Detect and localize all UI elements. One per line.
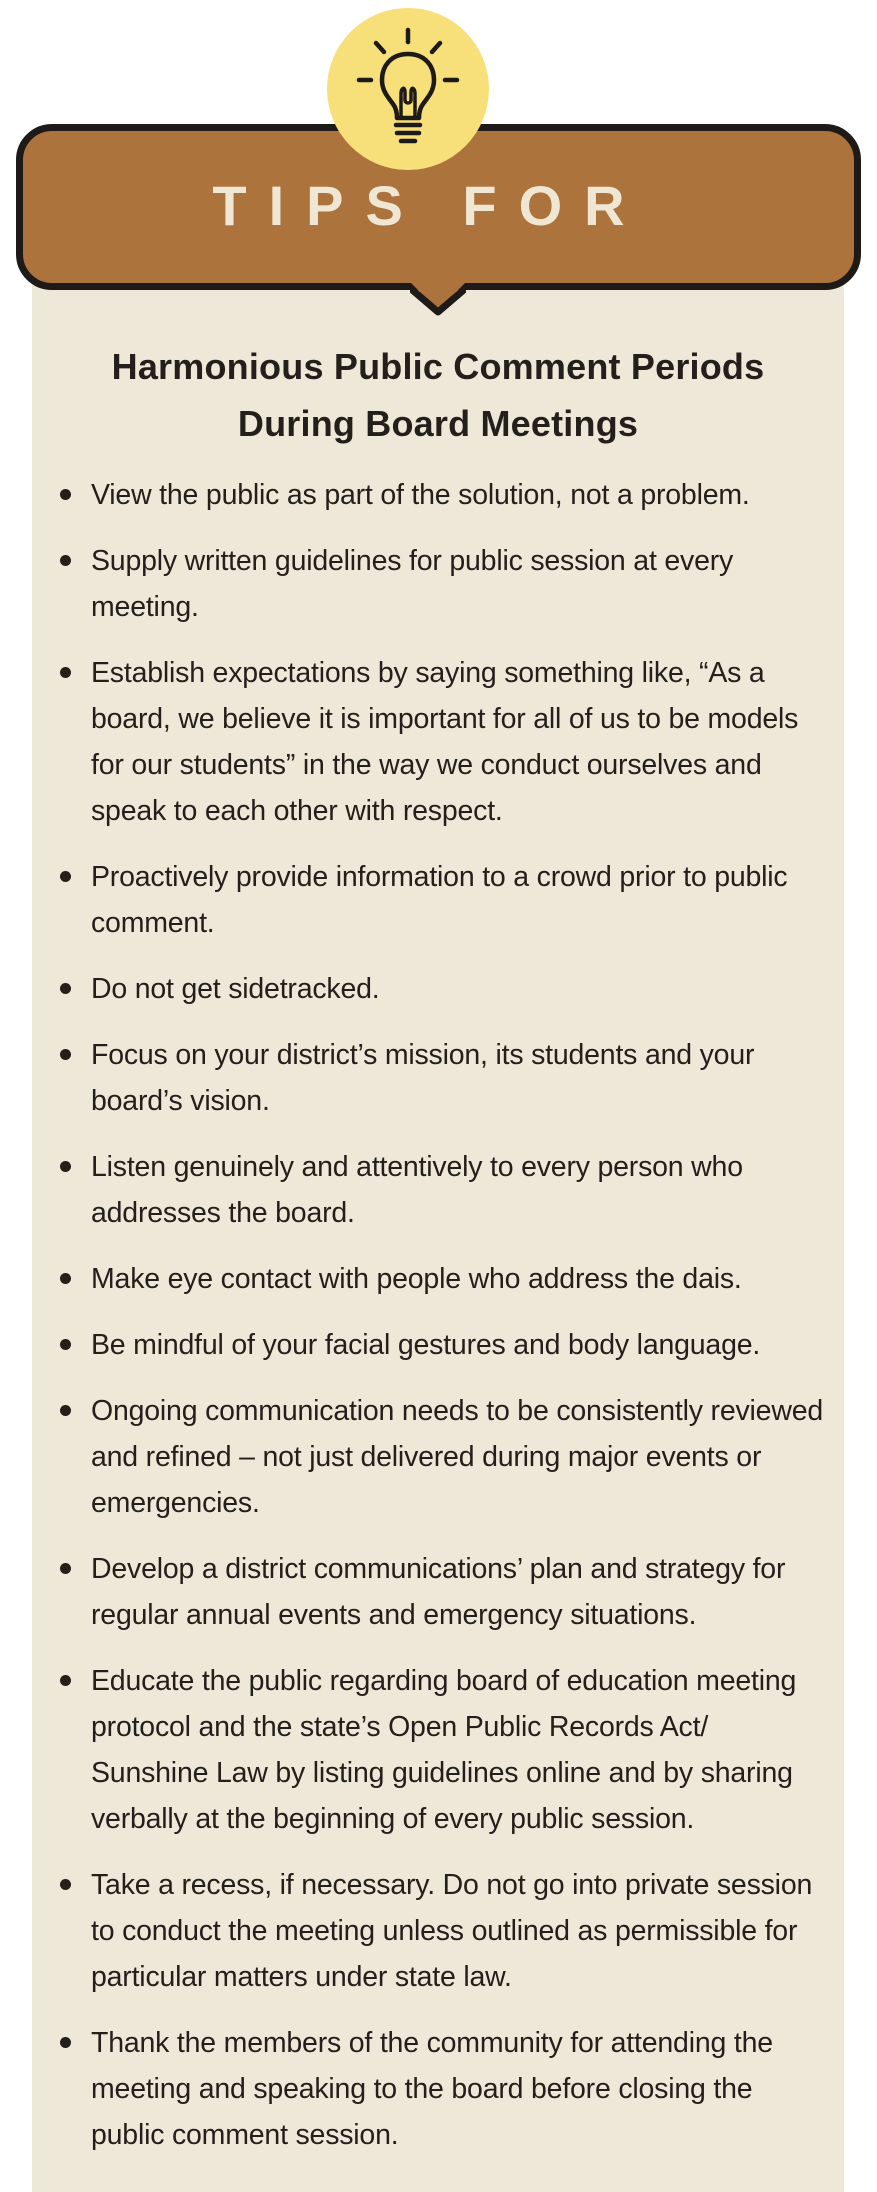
bullet-icon: [60, 555, 71, 566]
list-item: [32, 2020, 844, 2158]
subtitle-line-2: During Board Meetings: [237, 403, 639, 444]
tip-text: Proactively provide information to a crowd prior to public comment.: [91, 861, 788, 939]
tip-text: Educate the public regarding board of education meeting protocol and the state’s Open Public Records Act/ Sunshine Law by listing guidelines online and by sharing verbally at the beginning of every public session.: [91, 1665, 797, 1835]
banner-pointer: [410, 282, 466, 318]
bullet-icon: [60, 489, 71, 500]
tip-text: Focus on your district’s mission, its students and your board’s vision.: [91, 1039, 755, 1117]
tip-text: Ongoing communication needs to be consistently reviewed and refined – not just delivered during major events or emergencies.: [91, 1395, 824, 1519]
tip-text: Develop a district communications’ plan and strategy for regular annual events and emergency situations.: [91, 1553, 786, 1631]
tip-text: Be mindful of your facial gestures and body language.: [91, 1329, 761, 1361]
tip-text: Do not get sidetracked.: [91, 973, 380, 1005]
list-item: [32, 538, 844, 630]
tip-text: View the public as part of the solution, not a problem.: [91, 479, 750, 511]
tip-text: Thank the members of the community for attending the meeting and speaking to the board before closing the public comment session.: [91, 2027, 773, 2151]
list-item: [32, 1256, 844, 1302]
list-item: [32, 1388, 844, 1526]
bullet-icon: [60, 1879, 71, 1890]
tip-text: Take a recess, if necessary. Do not go into private session to conduct the meeting unless outlined as permissible for particular matters under state law.: [91, 1869, 813, 1993]
bullet-icon: [60, 1563, 71, 1574]
list-item: [32, 1862, 844, 2000]
list-item: [32, 650, 844, 834]
banner-title: TIPS FOR: [212, 174, 647, 237]
bullet-icon: [60, 667, 71, 678]
tip-text: Establish expectations by saying something like, “As a board, we believe it is important for all of us to be models for our students” in the way we conduct ourselves and speak to each other with respect.: [91, 657, 799, 827]
bullet-icon: [60, 1675, 71, 1686]
list-item: [32, 854, 844, 946]
bullet-icon: [60, 2037, 71, 2048]
tip-text: Supply written guidelines for public session at every meeting.: [91, 545, 734, 623]
list-item: [32, 1144, 844, 1236]
bullet-icon: [60, 1339, 71, 1350]
list-item: [32, 1322, 844, 1368]
list-item: [32, 472, 844, 518]
tips-subtitle: [32, 338, 844, 452]
tips-content: [32, 338, 844, 2178]
list-item: [32, 1032, 844, 1124]
tip-text: Make eye contact with people who address the dais.: [91, 1263, 742, 1295]
list-item: [32, 1546, 844, 1638]
list-item: [32, 1658, 844, 1842]
bullet-icon: [60, 1049, 71, 1060]
bullet-icon: [60, 1273, 71, 1284]
bullet-icon: [60, 871, 71, 882]
bullet-icon: [60, 1405, 71, 1416]
lightbulb-icon: [327, 8, 489, 170]
tips-list: [32, 472, 844, 2158]
tip-text: Listen genuinely and attentively to every person who addresses the board.: [91, 1151, 743, 1229]
list-item: [32, 966, 844, 1012]
bullet-icon: [60, 1161, 71, 1172]
subtitle-line-1: Harmonious Public Comment Periods: [111, 346, 765, 387]
bullet-icon: [60, 983, 71, 994]
